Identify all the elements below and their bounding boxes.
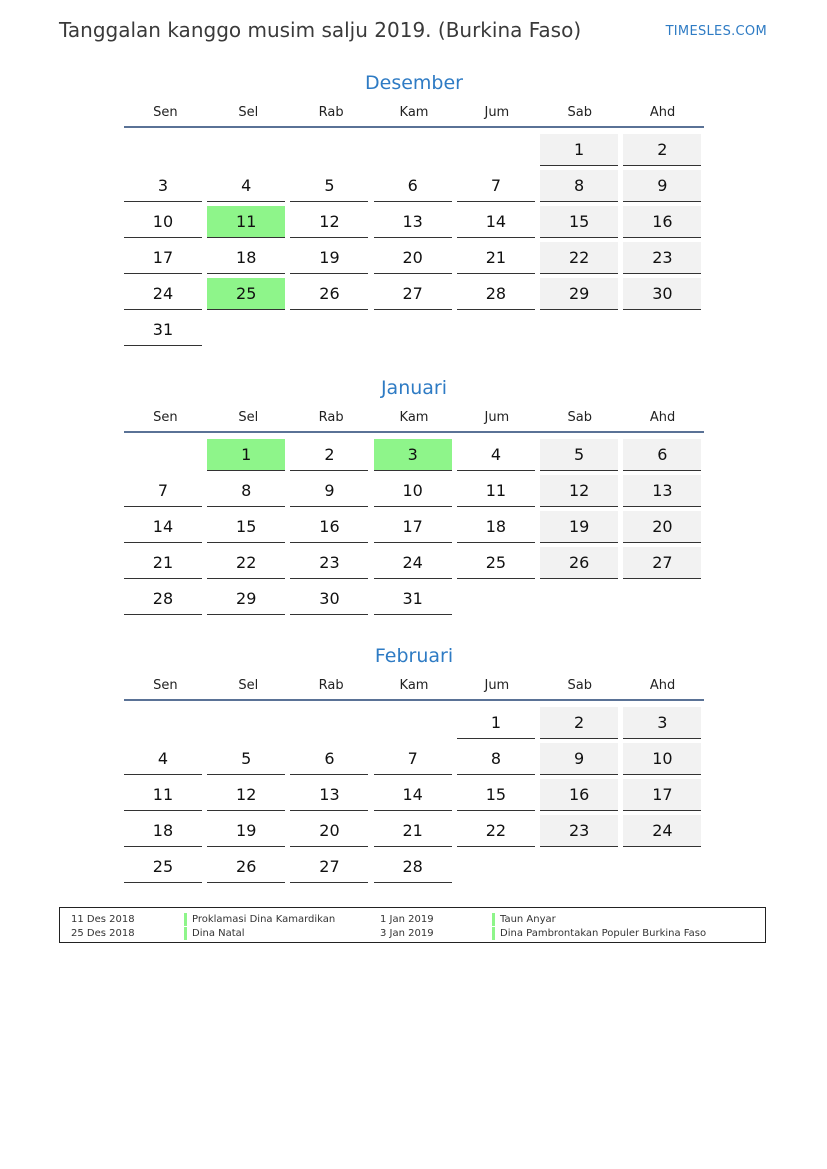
weekday-label: Sab (567, 104, 592, 120)
day-cell: 6 (374, 170, 452, 202)
day-cell: 26 (290, 278, 368, 310)
day-cell: 5 (540, 439, 618, 471)
day-cell: 18 (124, 815, 202, 847)
day-cell: 12 (207, 779, 285, 811)
empty-cell (457, 314, 535, 346)
day-cell: 23 (540, 815, 618, 847)
day-cell: 13 (623, 475, 701, 507)
legend-date: 1 Jan 2019 (380, 914, 434, 925)
legend-holiday-name: Dina Pambrontakan Populer Burkina Faso (492, 927, 706, 940)
day-cell: 22 (540, 242, 618, 274)
week-row (124, 313, 704, 349)
week-row (124, 241, 704, 277)
day-cell: 25 (124, 851, 202, 883)
day-cell: 24 (124, 278, 202, 310)
brand-link[interactable]: TIMESLES.COM (665, 24, 767, 39)
week-row (124, 546, 704, 582)
empty-cell (124, 134, 202, 166)
empty-cell (124, 707, 202, 739)
week-row (124, 742, 704, 778)
weekday-label: Sen (153, 409, 178, 425)
weekday-label: Sel (238, 104, 259, 120)
day-cell: 18 (207, 242, 285, 274)
day-cell: 18 (457, 511, 535, 543)
day-cell: 27 (374, 278, 452, 310)
day-cell: 15 (207, 511, 285, 543)
day-cell: 11 (457, 475, 535, 507)
day-cell: 23 (623, 242, 701, 274)
week-row (124, 814, 704, 850)
day-cell: 19 (207, 815, 285, 847)
weekday-label: Sab (567, 677, 592, 693)
week-row (124, 582, 704, 618)
weekday-label: Kam (399, 104, 429, 120)
weekday-header (124, 98, 704, 128)
day-cell: 23 (290, 547, 368, 579)
day-cell: 13 (374, 206, 452, 238)
day-cell: 19 (540, 511, 618, 543)
holiday-day-cell: 3 (374, 439, 452, 471)
week-row (124, 778, 704, 814)
day-cell: 14 (374, 779, 452, 811)
weekday-label: Jum (484, 409, 510, 425)
day-cell: 11 (124, 779, 202, 811)
weekday-header (124, 671, 704, 701)
legend-holiday-name: Proklamasi Dina Kamardikan (184, 913, 335, 926)
day-cell: 6 (623, 439, 701, 471)
week-row (124, 133, 704, 169)
day-cell: 30 (290, 583, 368, 615)
day-cell: 10 (124, 206, 202, 238)
weekday-label: Ahd (649, 677, 676, 693)
day-cell: 31 (124, 314, 202, 346)
weekday-label: Sen (153, 677, 178, 693)
day-cell: 4 (207, 170, 285, 202)
day-cell: 6 (290, 743, 368, 775)
day-cell: 14 (124, 511, 202, 543)
week-row (124, 706, 704, 742)
weekday-label: Kam (399, 677, 429, 693)
day-cell: 9 (623, 170, 701, 202)
month-december (124, 68, 704, 349)
day-cell: 14 (457, 206, 535, 238)
day-cell: 5 (290, 170, 368, 202)
empty-cell (207, 134, 285, 166)
day-cell: 10 (623, 743, 701, 775)
day-cell: 26 (540, 547, 618, 579)
month-name: Januari (380, 377, 448, 399)
day-cell: 27 (623, 547, 701, 579)
day-cell: 17 (124, 242, 202, 274)
month-february (124, 641, 704, 886)
day-cell: 3 (623, 707, 701, 739)
legend-holiday-name: Dina Natal (184, 927, 245, 940)
day-cell: 29 (207, 583, 285, 615)
day-cell: 16 (540, 779, 618, 811)
weekday-label: Rab (318, 104, 344, 120)
day-cell: 12 (290, 206, 368, 238)
week-row (124, 205, 704, 241)
weekday-label: Jum (484, 677, 510, 693)
holiday-legend (59, 907, 766, 943)
day-cell: 15 (457, 779, 535, 811)
day-cell: 8 (207, 475, 285, 507)
empty-cell (207, 707, 285, 739)
day-cell: 7 (124, 475, 202, 507)
week-row (124, 169, 704, 205)
weekday-label: Ahd (649, 104, 676, 120)
day-cell: 21 (124, 547, 202, 579)
weekday-label: Sen (153, 104, 178, 120)
day-cell: 17 (374, 511, 452, 543)
weekday-label: Sab (567, 409, 592, 425)
weekday-label: Rab (318, 409, 344, 425)
day-cell: 19 (290, 242, 368, 274)
day-cell: 4 (457, 439, 535, 471)
weekday-label: Jum (484, 104, 510, 120)
weekday-label: Ahd (649, 409, 676, 425)
empty-cell (540, 314, 618, 346)
day-cell: 2 (623, 134, 701, 166)
day-cell: 2 (540, 707, 618, 739)
day-cell: 9 (290, 475, 368, 507)
day-cell: 20 (623, 511, 701, 543)
weekday-label: Kam (399, 409, 429, 425)
empty-cell (374, 314, 452, 346)
empty-cell (290, 314, 368, 346)
empty-cell (623, 851, 701, 883)
empty-cell (290, 134, 368, 166)
empty-cell (207, 314, 285, 346)
empty-cell (623, 314, 701, 346)
day-cell: 28 (374, 851, 452, 883)
day-cell: 26 (207, 851, 285, 883)
day-cell: 24 (623, 815, 701, 847)
empty-cell (457, 851, 535, 883)
empty-cell (540, 851, 618, 883)
day-cell: 8 (540, 170, 618, 202)
week-row (124, 510, 704, 546)
week-row (124, 474, 704, 510)
day-cell: 21 (374, 815, 452, 847)
empty-cell (374, 707, 452, 739)
day-cell: 1 (540, 134, 618, 166)
holiday-day-cell: 1 (207, 439, 285, 471)
day-cell: 28 (457, 278, 535, 310)
day-cell: 16 (290, 511, 368, 543)
day-cell: 21 (457, 242, 535, 274)
weekday-label: Sel (238, 409, 259, 425)
empty-cell (457, 583, 535, 615)
day-cell: 30 (623, 278, 701, 310)
day-cell: 5 (207, 743, 285, 775)
day-cell: 1 (457, 707, 535, 739)
month-name: Desember (365, 72, 463, 94)
legend-holiday-name: Taun Anyar (492, 913, 556, 926)
weekday-header (124, 403, 704, 433)
month-name: Februari (374, 645, 454, 667)
day-cell: 29 (540, 278, 618, 310)
day-cell: 13 (290, 779, 368, 811)
legend-date: 25 Des 2018 (71, 928, 135, 939)
day-cell: 10 (374, 475, 452, 507)
week-row (124, 438, 704, 474)
legend-date: 11 Des 2018 (71, 914, 135, 925)
day-cell: 27 (290, 851, 368, 883)
week-row (124, 850, 704, 886)
holiday-day-cell: 11 (207, 206, 285, 238)
day-cell: 22 (457, 815, 535, 847)
day-cell: 7 (374, 743, 452, 775)
empty-cell (124, 439, 202, 471)
day-cell: 7 (457, 170, 535, 202)
empty-cell (374, 134, 452, 166)
empty-cell (623, 583, 701, 615)
day-cell: 25 (457, 547, 535, 579)
empty-cell (290, 707, 368, 739)
day-cell: 22 (207, 547, 285, 579)
day-cell: 17 (623, 779, 701, 811)
day-cell: 31 (374, 583, 452, 615)
holiday-day-cell: 25 (207, 278, 285, 310)
page-title: Tanggalan kanggo musim salju 2019. (Burkina Faso) (59, 18, 582, 42)
day-cell: 16 (623, 206, 701, 238)
day-cell: 20 (374, 242, 452, 274)
day-cell: 15 (540, 206, 618, 238)
day-cell: 4 (124, 743, 202, 775)
week-row (124, 277, 704, 313)
empty-cell (457, 134, 535, 166)
day-cell: 24 (374, 547, 452, 579)
month-january (124, 373, 704, 618)
day-cell: 3 (124, 170, 202, 202)
day-cell: 28 (124, 583, 202, 615)
day-cell: 2 (290, 439, 368, 471)
day-cell: 20 (290, 815, 368, 847)
weekday-label: Rab (318, 677, 344, 693)
weekday-label: Sel (238, 677, 259, 693)
empty-cell (540, 583, 618, 615)
day-cell: 12 (540, 475, 618, 507)
legend-date: 3 Jan 2019 (380, 928, 434, 939)
day-cell: 8 (457, 743, 535, 775)
day-cell: 9 (540, 743, 618, 775)
